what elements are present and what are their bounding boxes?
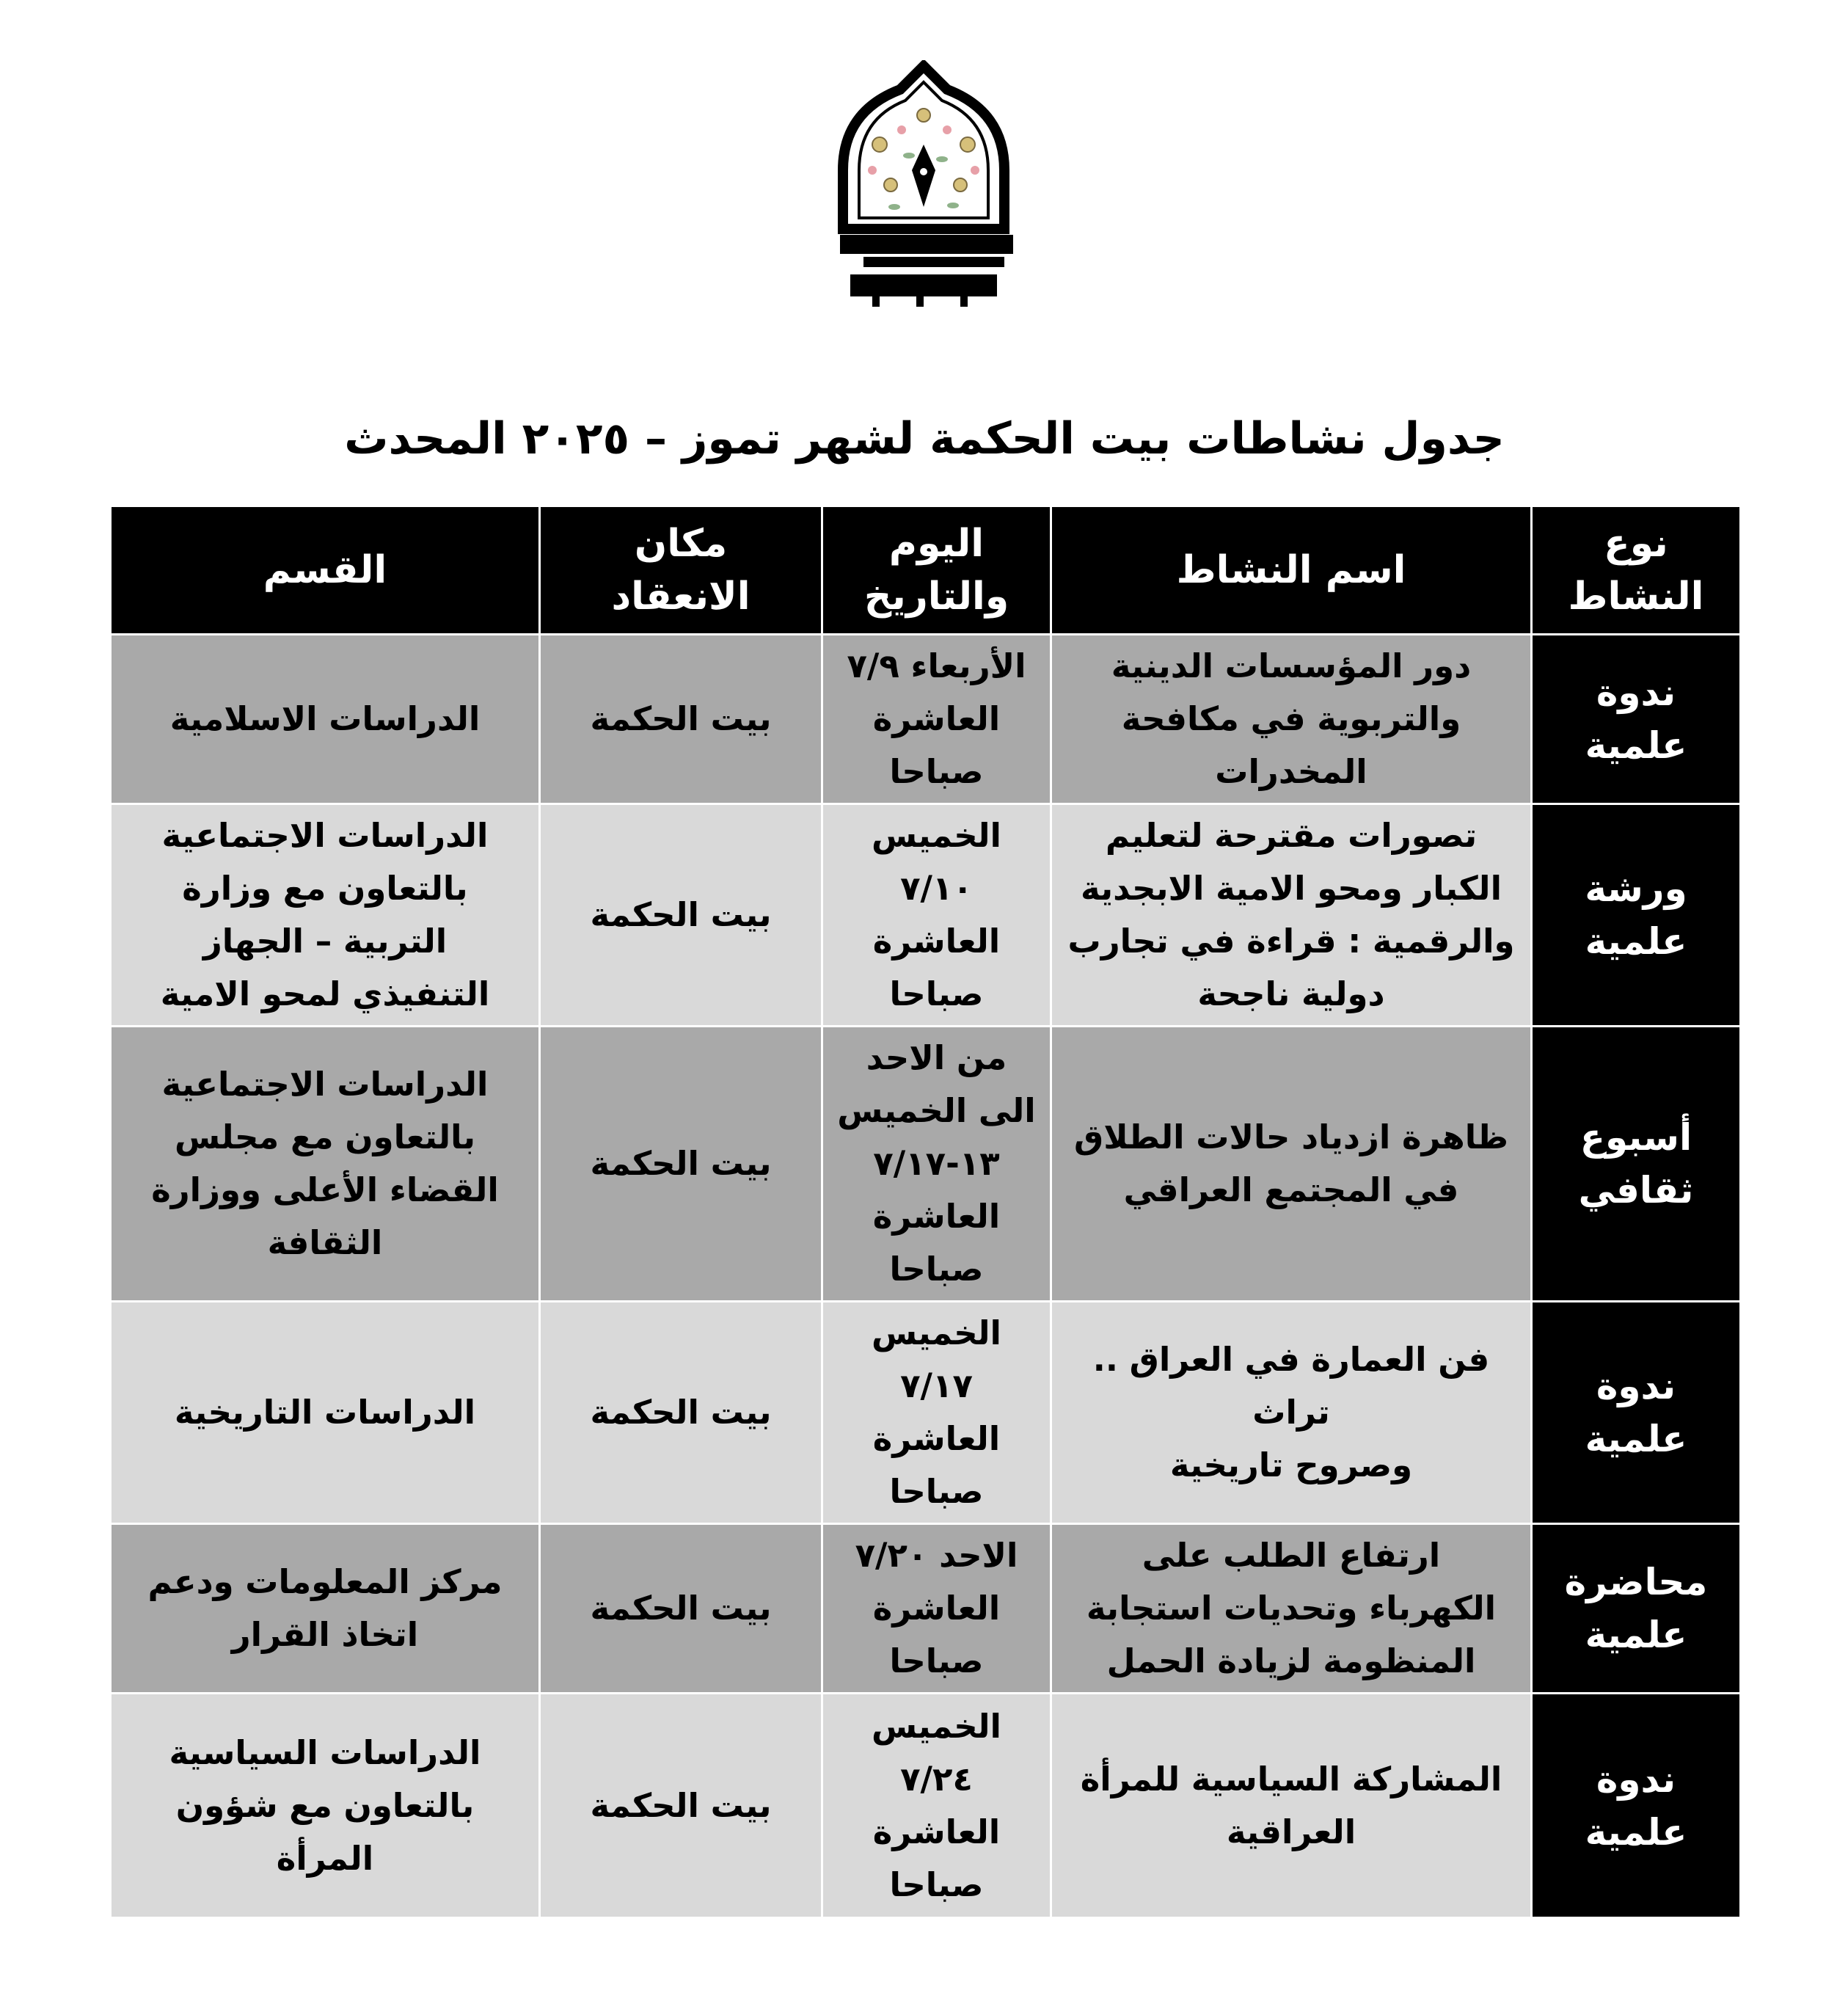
venue-cell: بيت الحكمة — [540, 1027, 822, 1302]
day-date-cell: الخميس ٧/١٠ العاشرة صباحا — [822, 804, 1051, 1027]
department-cell: الدراسات الاجتماعية بالتعاون مع مجلس القضاء الأعلى ووزارة الثقافة — [111, 1027, 540, 1302]
page-title: جدول نشاطات بيت الحكمة لشهر تموز – ٢٠٢٥ المحدث — [344, 413, 1505, 464]
department-cell: الدراسات السياسية بالتعاون مع شؤون المرأة — [111, 1694, 540, 1918]
day-date-cell: من الاحد الى الخميس ١٣-٧/١٧ العاشرة صباحا — [822, 1027, 1051, 1302]
activity-name-cell: تصورات مقترحة لتعليم الكبار ومحو الامية الابجدية والرقمية : قراءة في تجارب دولية ناجحة — [1051, 804, 1532, 1027]
activity-name-cell: المشاركة السياسية للمرأة العراقية — [1051, 1694, 1532, 1918]
activity-type-cell: محاضرة علمية — [1532, 1524, 1741, 1694]
table-row — [111, 1694, 1741, 1918]
activities-table — [109, 505, 1742, 1919]
bayt-al-hikma-logo — [821, 60, 1026, 310]
venue-cell: بيت الحكمة — [540, 804, 822, 1027]
header-department: القسم — [111, 506, 540, 635]
table-header-row — [111, 506, 1741, 635]
activity-type-cell: ندوة علمية — [1532, 635, 1741, 804]
activity-type-cell: ندوة علمية — [1532, 1302, 1741, 1524]
activity-type-cell: ندوة علمية — [1532, 1694, 1741, 1918]
department-cell: الدراسات الاجتماعية بالتعاون مع وزارة التربية – الجهاز التنفيذي لمحو الامية — [111, 804, 540, 1027]
activity-name-cell: ظاهرة ازدياد حالات الطلاق في المجتمع العراقي — [1051, 1027, 1532, 1302]
department-cell: مركز المعلومات ودعم اتخاذ القرار — [111, 1524, 540, 1694]
table-row — [111, 635, 1741, 804]
department-cell: الدراسات الاسلامية — [111, 635, 540, 804]
venue-cell: بيت الحكمة — [540, 1694, 822, 1918]
table-row — [111, 1027, 1741, 1302]
department-cell: الدراسات التاريخية — [111, 1302, 540, 1524]
header-day-date: اليوم والتاريخ — [822, 506, 1051, 635]
table-row — [111, 1302, 1741, 1524]
day-date-cell: الخميس ٧/١٧ العاشرة صباحا — [822, 1302, 1051, 1524]
header-activity-name: اسم النشاط — [1051, 506, 1532, 635]
venue-cell: بيت الحكمة — [540, 1524, 822, 1694]
day-date-cell: الأربعاء ٧/٩ العاشرة صباحا — [822, 635, 1051, 804]
activity-name-cell: ارتفاع الطلب على الكهرباء وتحديات استجابة المنظومة لزيادة الحمل — [1051, 1524, 1532, 1694]
activity-type-cell: ورشة علمية — [1532, 804, 1741, 1027]
venue-cell: بيت الحكمة — [540, 1302, 822, 1524]
activity-name-cell: دور المؤسسات الدينية والتربوية في مكافحة المخدرات — [1051, 635, 1532, 804]
header-activity-type: نوع النشاط — [1532, 506, 1741, 635]
table-row — [111, 804, 1741, 1027]
day-date-cell: الاحد ٧/٢٠ العاشرة صباحا — [822, 1524, 1051, 1694]
activity-type-cell: أسبوع ثقافي — [1532, 1027, 1741, 1302]
day-date-cell: الخميس ٧/٢٤ العاشرة صباحا — [822, 1694, 1051, 1918]
header-venue: مكان الانعقاد — [540, 506, 822, 635]
venue-cell: بيت الحكمة — [540, 635, 822, 804]
activity-name-cell: فن العمارة في العراق .. تراث وصروح تاريخية — [1051, 1302, 1532, 1524]
table-row — [111, 1524, 1741, 1694]
